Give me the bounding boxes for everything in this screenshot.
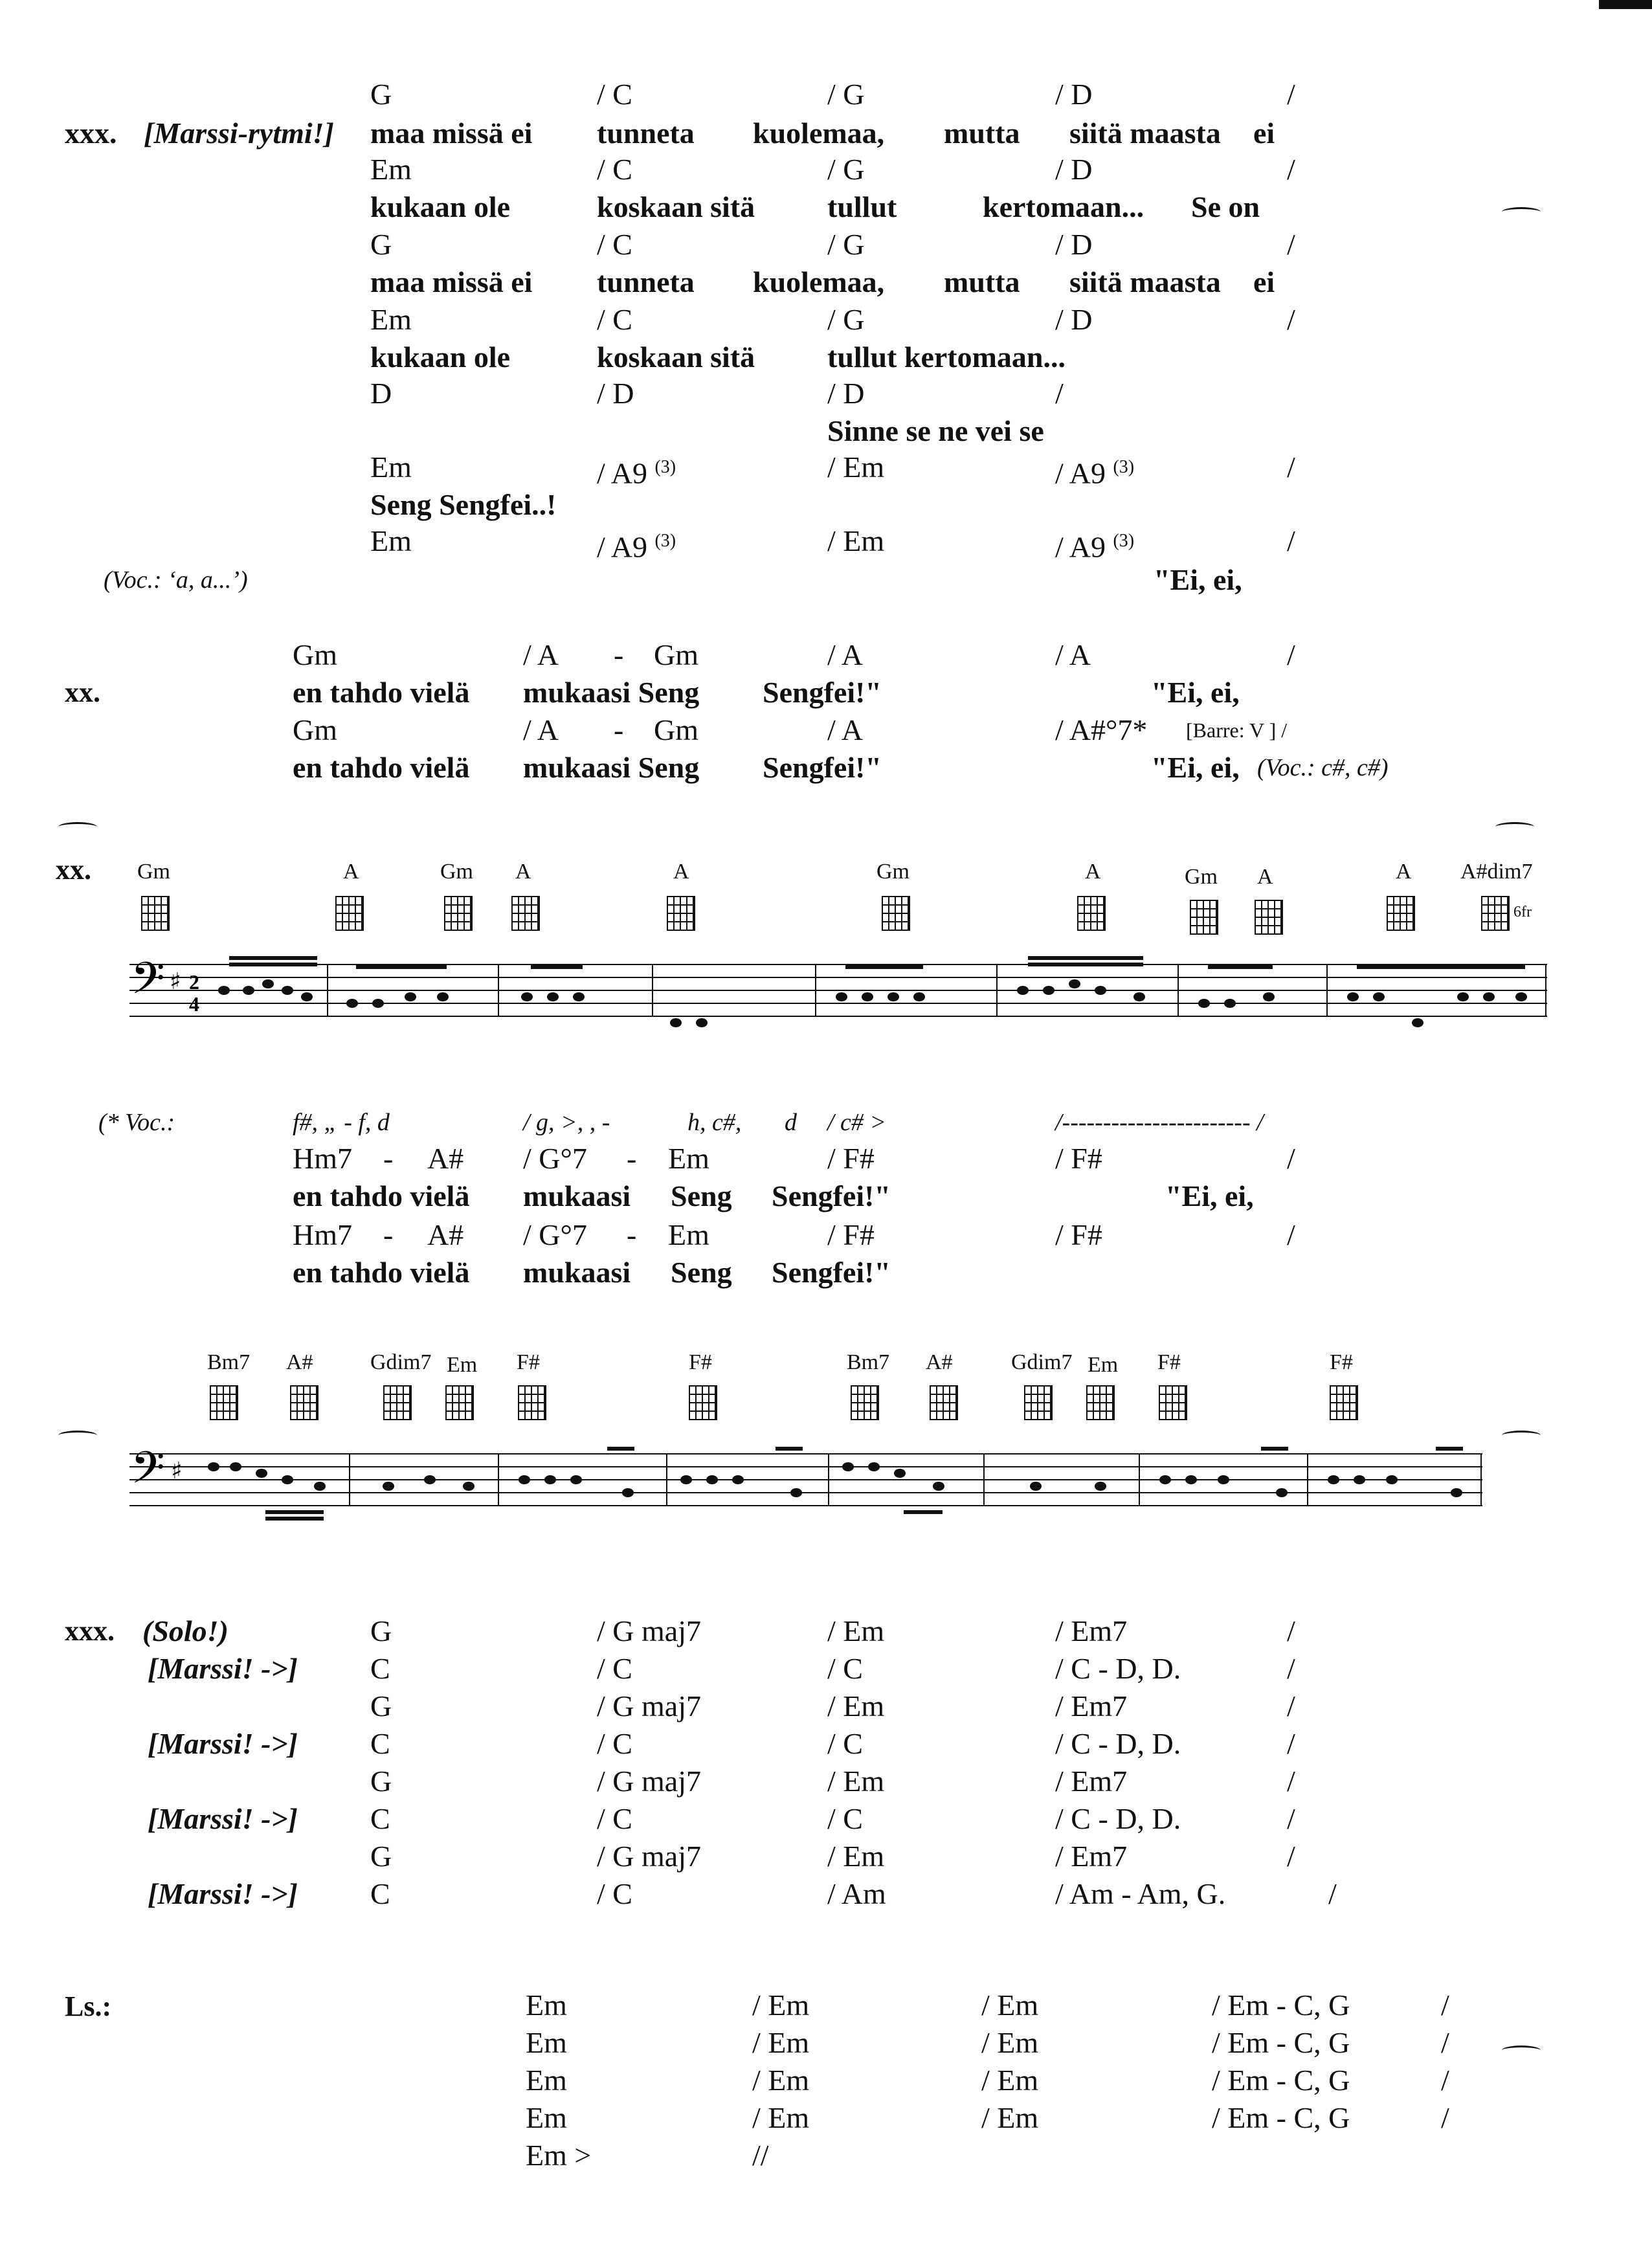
chord-diagram-label: A	[343, 860, 359, 884]
chord-diagram-label: Em	[1088, 1353, 1119, 1377]
chord: / C - D, D.	[1055, 1727, 1181, 1760]
chord: / A	[827, 638, 863, 671]
chord: / C	[597, 1652, 632, 1685]
bar-line: /	[1441, 2101, 1449, 2134]
chord-dash: -	[627, 1142, 637, 1175]
bar-line: /	[1287, 1727, 1295, 1760]
lyric: Seng Sengfei..!	[370, 488, 557, 521]
bar-line: /	[1287, 1765, 1295, 1798]
repeat-mark: //	[752, 2139, 769, 2172]
lyric: mukaasi Seng	[523, 751, 700, 784]
lyric: "Ei, ei,	[1154, 563, 1242, 596]
bar-line: /	[1287, 451, 1295, 484]
chord-diagram-label: Gm	[440, 860, 473, 884]
lyric: kertomaan...	[983, 190, 1144, 223]
bar-line: /	[1287, 1218, 1295, 1251]
vocal-note: d	[785, 1109, 797, 1136]
bar-line: /	[1287, 1614, 1295, 1647]
chord: G	[370, 1689, 392, 1722]
hole-punch-mark	[1502, 207, 1541, 217]
chord: Em	[370, 153, 412, 186]
chord: Gm	[654, 638, 698, 671]
chord-diagram-label: A	[1396, 860, 1412, 884]
chord-name: / A9	[1055, 456, 1106, 490]
chord	[597, 449, 676, 491]
chord	[597, 523, 676, 565]
bass-staff	[129, 1441, 1489, 1525]
chord: / G	[827, 78, 865, 111]
bar-line: /	[1287, 1802, 1295, 1835]
svg-text:𝄢: 𝄢	[131, 1443, 165, 1504]
chord: Em	[370, 303, 412, 336]
chord-diagram-label: F#	[1330, 1350, 1353, 1374]
lyric: siitä maasta	[1069, 265, 1221, 298]
vocal-note: (Voc.: c#, c#)	[1257, 754, 1389, 781]
lyric: kuolemaa,	[753, 265, 885, 298]
chord	[1055, 449, 1134, 491]
lyric: tunneta	[597, 265, 695, 298]
chord: Gm	[293, 713, 337, 746]
chord: / G°7	[523, 1218, 587, 1251]
chord: / G	[827, 153, 865, 186]
chord: D	[370, 377, 392, 410]
chord: / Em	[827, 524, 885, 557]
chord: / G maj7	[597, 1689, 701, 1722]
chord: / D	[1055, 228, 1093, 261]
chord-diagram-label: A	[515, 860, 531, 884]
chord-diagram	[1086, 1385, 1115, 1420]
chord: / Em	[981, 1989, 1039, 2022]
vocal-note: h, c#,	[687, 1109, 742, 1136]
barre-note: [Barre: V ] /	[1186, 719, 1288, 742]
row-tag: [Marssi! ->]	[148, 1877, 298, 1910]
chord-superscript: (3)	[1113, 531, 1135, 551]
lyric: mutta	[944, 117, 1020, 150]
chord-dash: -	[614, 638, 624, 671]
chord-diagram	[1330, 1385, 1358, 1420]
chord: / Em	[827, 451, 885, 484]
lyric: kukaan ole	[370, 340, 511, 373]
chord-diagram-label: Gm	[876, 860, 910, 884]
bar-line: /	[1287, 228, 1295, 261]
chord: / D	[1055, 153, 1093, 186]
chord: / Em7	[1055, 1614, 1128, 1647]
chord-dash: -	[614, 713, 624, 746]
bar-line: /	[1287, 1689, 1295, 1722]
chord-diagram	[511, 896, 540, 931]
lyric: "Ei, ei,	[1165, 1179, 1254, 1212]
chord: C	[370, 1727, 390, 1760]
chord: / Em	[752, 1989, 810, 2022]
chord-diagram-label: Bm7	[207, 1350, 251, 1374]
chord-diagram-label: A	[1257, 865, 1273, 889]
lyric: mukaasi	[523, 1256, 631, 1289]
chord: / Em	[827, 1765, 885, 1798]
lyric: kuolemaa,	[753, 117, 885, 150]
chord: / G maj7	[597, 1840, 701, 1873]
bar-line: /	[1287, 1652, 1295, 1685]
chord-superscript: (3)	[1113, 457, 1135, 477]
chord: / F#	[827, 1218, 875, 1251]
section-label: xx.	[56, 854, 91, 886]
chord: / A	[827, 713, 863, 746]
chord-diagram-label: F#	[517, 1350, 540, 1374]
chord: / C	[597, 228, 632, 261]
bar-line: /	[1287, 1142, 1295, 1175]
chord: G	[370, 1765, 392, 1798]
chord-diagram	[930, 1385, 958, 1420]
chord: Em	[526, 2064, 567, 2097]
chord: Em	[668, 1142, 709, 1175]
chord-superscript: (3)	[654, 457, 676, 477]
chord-diagram	[851, 1385, 879, 1420]
lyric: en tahdo vielä	[293, 1256, 470, 1289]
hole-punch-mark	[58, 822, 97, 832]
chord-diagram-label: A	[1085, 860, 1101, 884]
chord: / Em - C, G	[1212, 1989, 1350, 2022]
lyric: mukaasi	[523, 1179, 631, 1212]
chord: / C - D, D.	[1055, 1652, 1181, 1685]
chord-diagram-label: F#	[1157, 1350, 1181, 1374]
chord-diagram	[210, 1385, 238, 1420]
chord: / F#	[1055, 1142, 1102, 1175]
chord: / G°7	[523, 1142, 587, 1175]
chord: / Am - Am, G.	[1055, 1877, 1226, 1910]
lyric: Sinne se ne vei se	[827, 414, 1044, 447]
chord: / G	[827, 228, 865, 261]
chord: / Em7	[1055, 1765, 1128, 1798]
lyric: Seng	[671, 1256, 732, 1289]
chord-diagram	[290, 1385, 318, 1420]
vocal-note: / g, >, , -	[523, 1109, 610, 1136]
chord-diagram-label: Gm	[137, 860, 170, 884]
chord-diagram	[518, 1385, 546, 1420]
bar-line: /	[1287, 1840, 1295, 1873]
chord: / D	[827, 377, 865, 410]
chord: / Em - C, G	[1212, 2064, 1350, 2097]
lyric: tunneta	[597, 117, 695, 150]
chord-diagram	[383, 1385, 412, 1420]
lyric: tullut kertomaan...	[827, 340, 1066, 373]
bass-staff	[129, 952, 1551, 1036]
chord-diagram	[882, 896, 910, 931]
chord: / Am	[827, 1877, 886, 1910]
hole-punch-mark	[1502, 1431, 1541, 1440]
chord: C	[370, 1802, 390, 1835]
chord: / A	[523, 638, 559, 671]
chord: / Em7	[1055, 1689, 1128, 1722]
hole-punch-mark	[58, 1431, 97, 1440]
svg-text:𝄢: 𝄢	[131, 953, 165, 1015]
bar-line: /	[1328, 1877, 1337, 1910]
chord: / Em	[827, 1840, 885, 1873]
lyric: Seng	[671, 1179, 732, 1212]
chord-diagram	[1255, 900, 1283, 935]
section-label: xxx.	[65, 117, 117, 150]
chord-name: / A9	[1055, 530, 1106, 564]
lyric: Se on	[1191, 190, 1260, 223]
chord: / A	[1055, 638, 1091, 671]
chord: Em	[668, 1218, 709, 1251]
chord: Em	[526, 2101, 567, 2134]
chord: / Em	[752, 2064, 810, 2097]
chord: G	[370, 228, 392, 261]
chord: / A#°7*	[1055, 713, 1148, 746]
chord: Em >	[526, 2139, 592, 2172]
chord: / F#	[1055, 1218, 1102, 1251]
scan-edge-mark	[1599, 0, 1652, 9]
lyric: "Ei, ei,	[1151, 751, 1240, 784]
chord: / G	[827, 303, 865, 336]
hole-punch-mark	[1495, 822, 1534, 832]
section-label: xx.	[65, 676, 100, 708]
chord: / Em7	[1055, 1840, 1128, 1873]
row-tag: [Marssi! ->]	[148, 1652, 298, 1685]
chord: / C	[597, 1877, 632, 1910]
chord-name: / A9	[597, 456, 647, 490]
chord-diagram	[1481, 896, 1510, 931]
bar-line: /	[1287, 638, 1295, 671]
chord: / Em - C, G	[1212, 2026, 1350, 2059]
chord: / Em	[827, 1614, 885, 1647]
lyric: koskaan sitä	[597, 340, 755, 373]
lyric: en tahdo vielä	[293, 676, 470, 709]
chord-diagram-label: Em	[447, 1353, 478, 1377]
chord-diagram-label: A#dim7	[1460, 860, 1533, 884]
chord	[1055, 523, 1134, 565]
lyric: "Ei, ei,	[1151, 676, 1240, 709]
chord: C	[370, 1652, 390, 1685]
vocal-note-label: (* Voc.:	[98, 1109, 175, 1136]
chord: Em	[526, 2026, 567, 2059]
lyric: mukaasi Seng	[523, 676, 700, 709]
bar-line: /	[1287, 153, 1295, 186]
lyric: en tahdo vielä	[293, 751, 470, 784]
lyric: Sengfei!"	[763, 676, 882, 709]
vocal-note: / c# >	[827, 1109, 887, 1136]
chord: / Em	[827, 1689, 885, 1722]
chord: / C - D, D.	[1055, 1802, 1181, 1835]
bar-line: /	[1055, 377, 1064, 410]
chord: / Em	[981, 2026, 1039, 2059]
chord: / C	[827, 1652, 863, 1685]
bar-line: /	[1287, 78, 1295, 111]
bar-line: /	[1441, 1989, 1449, 2022]
chord: / Em	[752, 2026, 810, 2059]
chord-diagram	[689, 1385, 717, 1420]
lyric: ei	[1253, 117, 1275, 150]
chord: / G maj7	[597, 1765, 701, 1798]
chord: Em	[370, 524, 412, 557]
chord: Em	[370, 451, 412, 484]
chord: Hm7	[293, 1218, 352, 1251]
row-tag: [Marssi! ->]	[148, 1727, 298, 1760]
lyric: en tahdo vielä	[293, 1179, 470, 1212]
bar-line: /	[1287, 524, 1295, 557]
chord-diagram-label: A	[673, 860, 689, 884]
chord: / Em	[981, 2064, 1039, 2097]
chord: / Em - C, G	[1212, 2101, 1350, 2134]
svg-text:♯: ♯	[170, 968, 181, 995]
chord-diagram	[445, 1385, 474, 1420]
chord: C	[370, 1877, 390, 1910]
chord: / C	[597, 1727, 632, 1760]
chord-diagram	[1190, 900, 1218, 935]
svg-text:♯: ♯	[171, 1458, 183, 1484]
section-rhythm-note: [Marssi-rytmi!]	[144, 117, 334, 150]
chord-diagram	[444, 896, 473, 931]
chord: G	[370, 1840, 392, 1873]
bar-line: /	[1441, 2064, 1449, 2097]
chord-name: / A9	[597, 530, 647, 564]
chord: / D	[1055, 303, 1093, 336]
chord-diagram	[1159, 1385, 1187, 1420]
lyric: mutta	[944, 265, 1020, 298]
lyric: ei	[1253, 265, 1275, 298]
svg-text:4: 4	[189, 992, 199, 1016]
chord: G	[370, 78, 392, 111]
vocal-note: f#, „ - f, d	[293, 1109, 390, 1136]
chord-diagram-label: Gdim7	[1011, 1350, 1073, 1374]
chord-diagram-label: Gm	[1185, 865, 1218, 889]
lyric: koskaan sitä	[597, 190, 755, 223]
chord: / Em	[752, 2101, 810, 2134]
lyric: Sengfei!"	[763, 751, 882, 784]
chord: G	[370, 1614, 392, 1647]
vocal-note: /----------------------- /	[1055, 1109, 1264, 1136]
chord: / C	[597, 303, 632, 336]
chord-diagram-label: A#	[286, 1350, 313, 1374]
lyric: siitä maasta	[1069, 117, 1221, 150]
svg-text:2: 2	[189, 970, 199, 994]
chord-diagram	[1024, 1385, 1053, 1420]
chord: Em	[526, 1989, 567, 2022]
section-label: Ls.:	[65, 1990, 112, 2022]
chord: Gm	[654, 713, 698, 746]
chord: Hm7	[293, 1142, 352, 1175]
chord-diagram-label: A#	[926, 1350, 953, 1374]
lyric: Sengfei!"	[772, 1256, 891, 1289]
lyric: tullut	[827, 190, 897, 223]
chord-diagram	[1077, 896, 1106, 931]
chord: / C	[827, 1802, 863, 1835]
chord: / C	[597, 78, 632, 111]
chord-dash: -	[383, 1142, 394, 1175]
chord: / G maj7	[597, 1614, 701, 1647]
chord: / A	[523, 713, 559, 746]
chord-dash: -	[627, 1218, 637, 1251]
vocal-note: (Voc.: ‘a, a...’)	[104, 566, 248, 594]
chord-dash: -	[383, 1218, 394, 1251]
chord: / F#	[827, 1142, 875, 1175]
chord: / C	[597, 1802, 632, 1835]
bar-line: /	[1441, 2026, 1449, 2059]
chord: / C	[597, 153, 632, 186]
chord-diagram-label: Gdim7	[370, 1350, 432, 1374]
chord: / Em	[981, 2101, 1039, 2134]
chord-superscript: (3)	[654, 531, 676, 551]
chord-diagram	[667, 896, 695, 931]
chord: A#	[427, 1142, 464, 1175]
chord: / D	[1055, 78, 1093, 111]
chord-diagram	[141, 896, 170, 931]
chord-diagram-label: Bm7	[847, 1350, 890, 1374]
row-tag: (Solo!)	[142, 1614, 229, 1647]
chord: Gm	[293, 638, 337, 671]
lyric: Sengfei!"	[772, 1179, 891, 1212]
hole-punch-mark	[1502, 2046, 1541, 2055]
chord: A#	[427, 1218, 464, 1251]
chord-diagram-label: F#	[689, 1350, 712, 1374]
section-label: xxx.	[65, 1615, 115, 1647]
row-tag: [Marssi! ->]	[148, 1802, 298, 1835]
chord: / C	[827, 1727, 863, 1760]
chord: / D	[597, 377, 634, 410]
lyric: kukaan ole	[370, 190, 511, 223]
chord-diagram	[335, 896, 364, 931]
fret-marker: 6fr	[1513, 904, 1532, 920]
bar-line: /	[1287, 303, 1295, 336]
lyric: maa missä ei	[370, 117, 533, 150]
chord-diagram	[1387, 896, 1415, 931]
lyric: maa missä ei	[370, 265, 533, 298]
